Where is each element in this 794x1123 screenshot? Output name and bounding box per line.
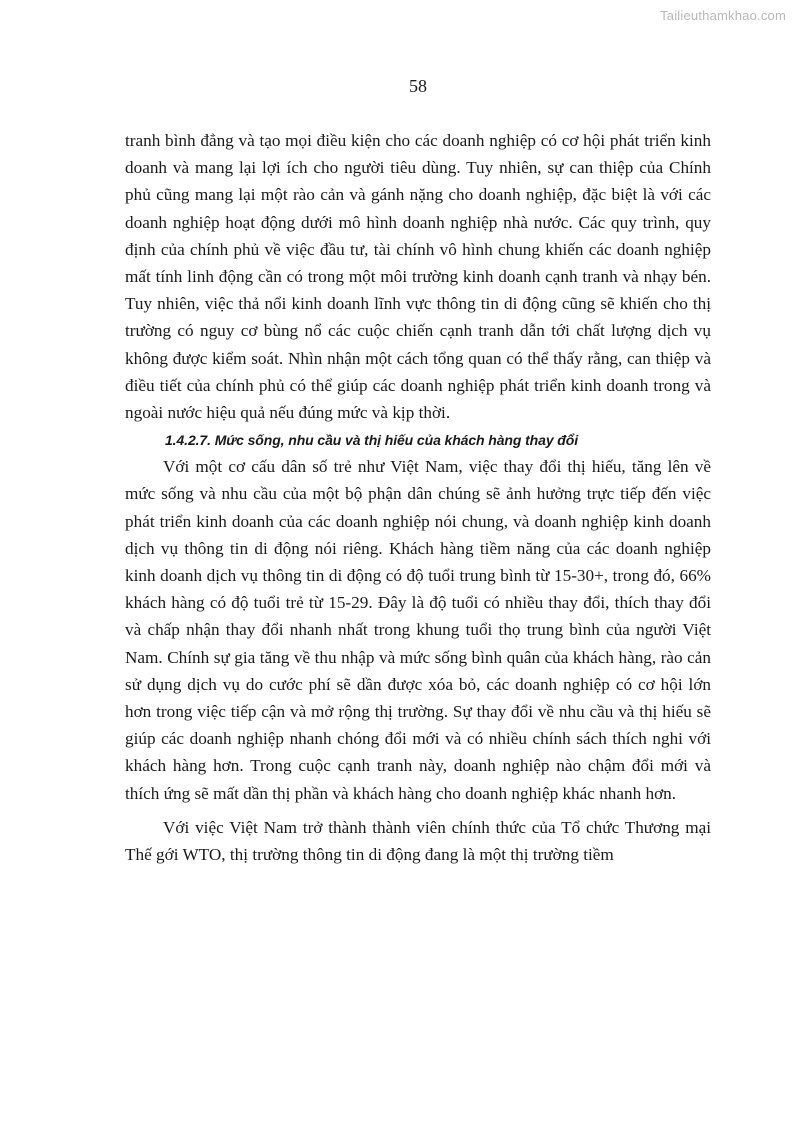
- paragraph-wto: Với việc Việt Nam trở thành thành viên chính thức của Tổ chức Thương mại Thế gới WTO, thị trường thông tin di động đang là một thị trường tiềm: [125, 817, 711, 865]
- section-heading: 1.4.2.7. Mức sống, nhu cầu và thị hiếu của khách hàng thay đổi: [165, 432, 578, 449]
- page-number: 58: [409, 76, 427, 96]
- paragraph-section-body: Với một cơ cấu dân số trẻ như Việt Nam, việc thay đổi thị hiếu, tăng lên về mức sống và nhu cầu của một bộ phận dân chúng sẽ ảnh hưởng trực tiếp đến việc phát triển kinh doanh của các doanh nghiệp nói chung, và doanh nghiệp kinh doanh dịch vụ thông tin di động nói riêng. Khách hàng tiềm năng của các doanh nghiệp kinh doanh dịch vụ thông tin di động có độ tuổi trung bình từ 15-30+, trong đó, 66% khách hàng có độ tuổi trẻ từ 15-29. Đây là độ tuổi có nhiều thay đổi, thích thay đổi và chấp nhận thay đổi nhanh nhất trong khung tuổi thọ trung bình của người Việt Nam. Chính sự gia tăng về thu nhập và mức sống bình quân của khách hàng, rào cản sử dụng dịch vụ do cước phí sẽ dần được xóa bỏ, các doanh nghiệp có cơ hội lớn hơn trong việc tiếp cận và mở rộng thị trường. Sự thay đổi về nhu cầu và thị hiếu sẽ giúp các doanh nghiệp nhanh chóng đổi mới và có nhiều chính sách thích nghi với khách hàng hơn. Trong cuộc cạnh tranh này, doanh nghiệp nào chậm đổi mới và thích ứng sẽ mất dần thị phần và khách hàng cho doanh nghiệp khác nhanh hơn.: [125, 457, 711, 803]
- watermark-text: Tailieuthamkhao.com: [660, 8, 786, 23]
- document-body: [125, 127, 711, 868]
- paragraph-intro: tranh bình đẳng và tạo mọi điều kiện cho các doanh nghiệp có cơ hội phát triển kinh doanh và mang lại lợi ích cho người tiêu dùng. Tuy nhiên, sự can thiệp của Chính phủ cũng mang lại một rào cản và gánh nặng cho doanh nghiệp, đặc biệt là với các doanh nghiệp hoạt động dưới mô hình doanh nghiệp nhà nước. Các quy trình, quy định của chính phủ về việc đầu tư, tài chính vô hình chung khiến các doanh nghiệp mất tính linh động cần có trong một môi trường kinh doanh cạnh tranh và nhạy bén. Tuy nhiên, việc thả nổi kinh doanh lĩnh vực thông tin di động cũng sẽ khiến cho thị trường có nguy cơ bùng nổ các cuộc chiến cạnh tranh dẫn tới chất lượng dịch vụ không được kiểm soát. Nhìn nhận một cách tổng quan có thể thấy rằng, can thiệp và điều tiết của chính phủ có thể giúp các doanh nghiệp phát triển kinh doanh trong và ngoài nước hiệu quả nếu đúng mức và kịp thời.: [125, 131, 711, 423]
